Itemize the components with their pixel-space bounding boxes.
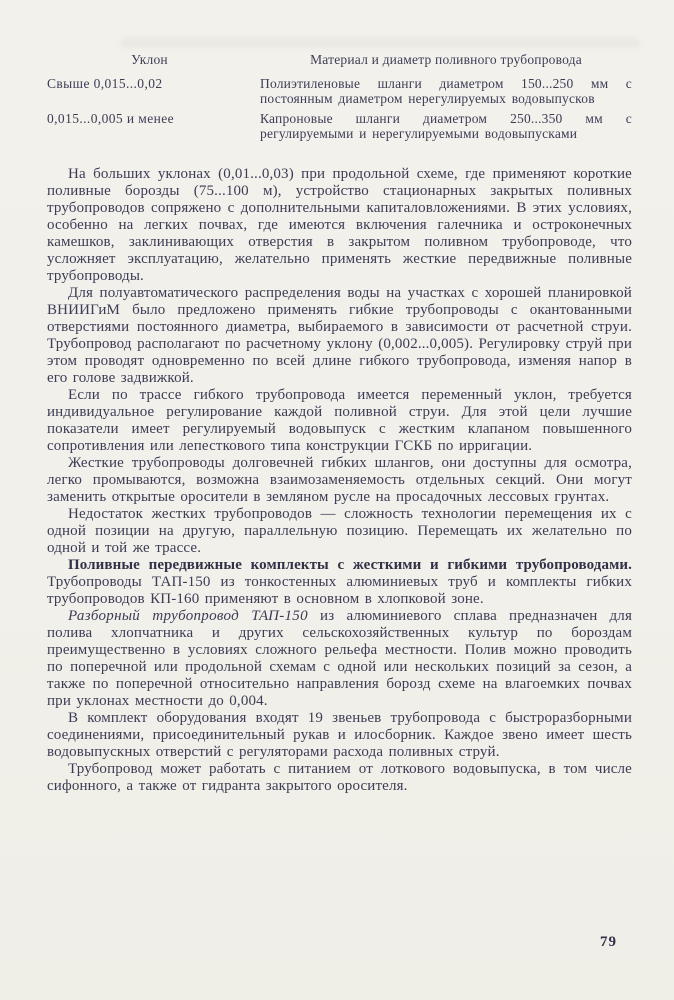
material-cell: Капроновые шланги диаметром 250...350 мм с регулируемыми и нерегулируемыми водовыпусками <box>260 111 632 141</box>
paragraph-mobile-kits <box>47 557 632 608</box>
table-header-material: Материал и диаметр поливного трубопровода <box>310 52 582 67</box>
material-cell: Полиэтиленовые шланги диаметром 150...250 мм с постоянным диаметром нерегулируемых водовыпусков <box>260 76 632 106</box>
page-number: 79 <box>600 934 617 950</box>
paragraph-text: из алюминиевого сплава предназначен для полива хлопчатника и других сельскохозяйственных культур по бороздам преимущественно в условиях сложного рельефа местности. Полив можно проводить по поперечной или продольной схемам с одной или нескольких позиций за сезон, а также по поперечной относительно направления борозд схеме на влагоемких почвах при уклонах местности до 0,004. <box>47 608 632 709</box>
slope-cell: Свыше 0,015...0,02 <box>47 76 163 91</box>
slope-material-table <box>47 52 632 141</box>
paragraph-semiautomatic: Для полуавтоматического распределения воды на участках с хорошей планировкой ВНИИГиМ было предложено применять гибкие трубопроводы с окантованными отверстиями постоянного диаметра, выбираемого в зависимости от расчетной струи. Трубопровод располагают по расчетному уклону (0,002...0,005). Регулировку струй при этом проводят одновременно по всей длине гибкого трубопровода, изменяя напор в его голове задвижкой. <box>47 285 632 386</box>
paragraph-water-supply: Трубопровод может работать с питанием от лоткового водовыпуска, в том числе сифонного, а также от гидранта закрытого оросителя. <box>47 761 632 794</box>
paragraph-rigid-pipes: Жесткие трубопроводы долговечней гибких шлангов, они доступны для осмотра, легко промываются, возможна взаимозаменяемость отдельных секций. Они могут заменить открытые оросители в земляном русле на просадочных лессовых грунтах. <box>47 455 632 505</box>
paragraph-text: Трубопроводы ТАП-150 из тонкостенных алюминиевых труб и комплекты гибких трубопроводов КП-160 применяют в основном в хлопковой зоне. <box>47 574 632 607</box>
paragraph-drawback: Недостаток жестких трубопроводов — сложность технологии перемещения их с одной позиции на другую, параллельную позицию. Перемещать их желательно по одной и той же трассе. <box>47 506 632 556</box>
paragraph-tap150 <box>47 608 632 710</box>
paragraph-lead-italic: Разборный трубопровод ТАП-150 <box>68 608 308 624</box>
table-header-slope: Уклон <box>131 52 168 67</box>
paragraph-kit-contents: В комплект оборудования входят 19 звеньев трубопровода с быстроразборными соединениями, присоединительный рукав и илосборник. Каждое звено имеет шесть водовыпускных отверстий с регуляторами расхода поливных струй. <box>47 710 632 760</box>
paragraph-lead-bold: Поливные передвижные комплекты с жесткими и гибкими трубопроводами. <box>68 557 632 573</box>
slope-cell: 0,015...0,005 и менее <box>47 111 174 126</box>
paragraph-large-slopes: На больших уклонах (0,01...0,03) при продольной схеме, где применяют короткие поливные борозды (75...100 м), устройство стационарных закрытых поливных трубопроводов сопряжено с дополнительными капиталовложениями. В этих условиях, особенно на легких почвах, где имеются включения галечника и остроконечных камешков, заклинивающих отверстия в закрытом поливном трубопроводе, что усложняет эксплуатацию, желательно применять жесткие передвижные поливные трубопроводы. <box>47 166 632 284</box>
show-through-artifact <box>120 38 640 47</box>
body-text <box>47 166 632 795</box>
paragraph-variable-slope: Если по трассе гибкого трубопровода имеется переменный уклон, требуется индивидуальное регулирование каждой поливной струи. Для этой цели лучшие показатели имеет регулируемый водовыпуск с жестким клапаном повышенного сопротивления или лепесткового типа конструкции ГСКБ по ирригации. <box>47 387 632 454</box>
